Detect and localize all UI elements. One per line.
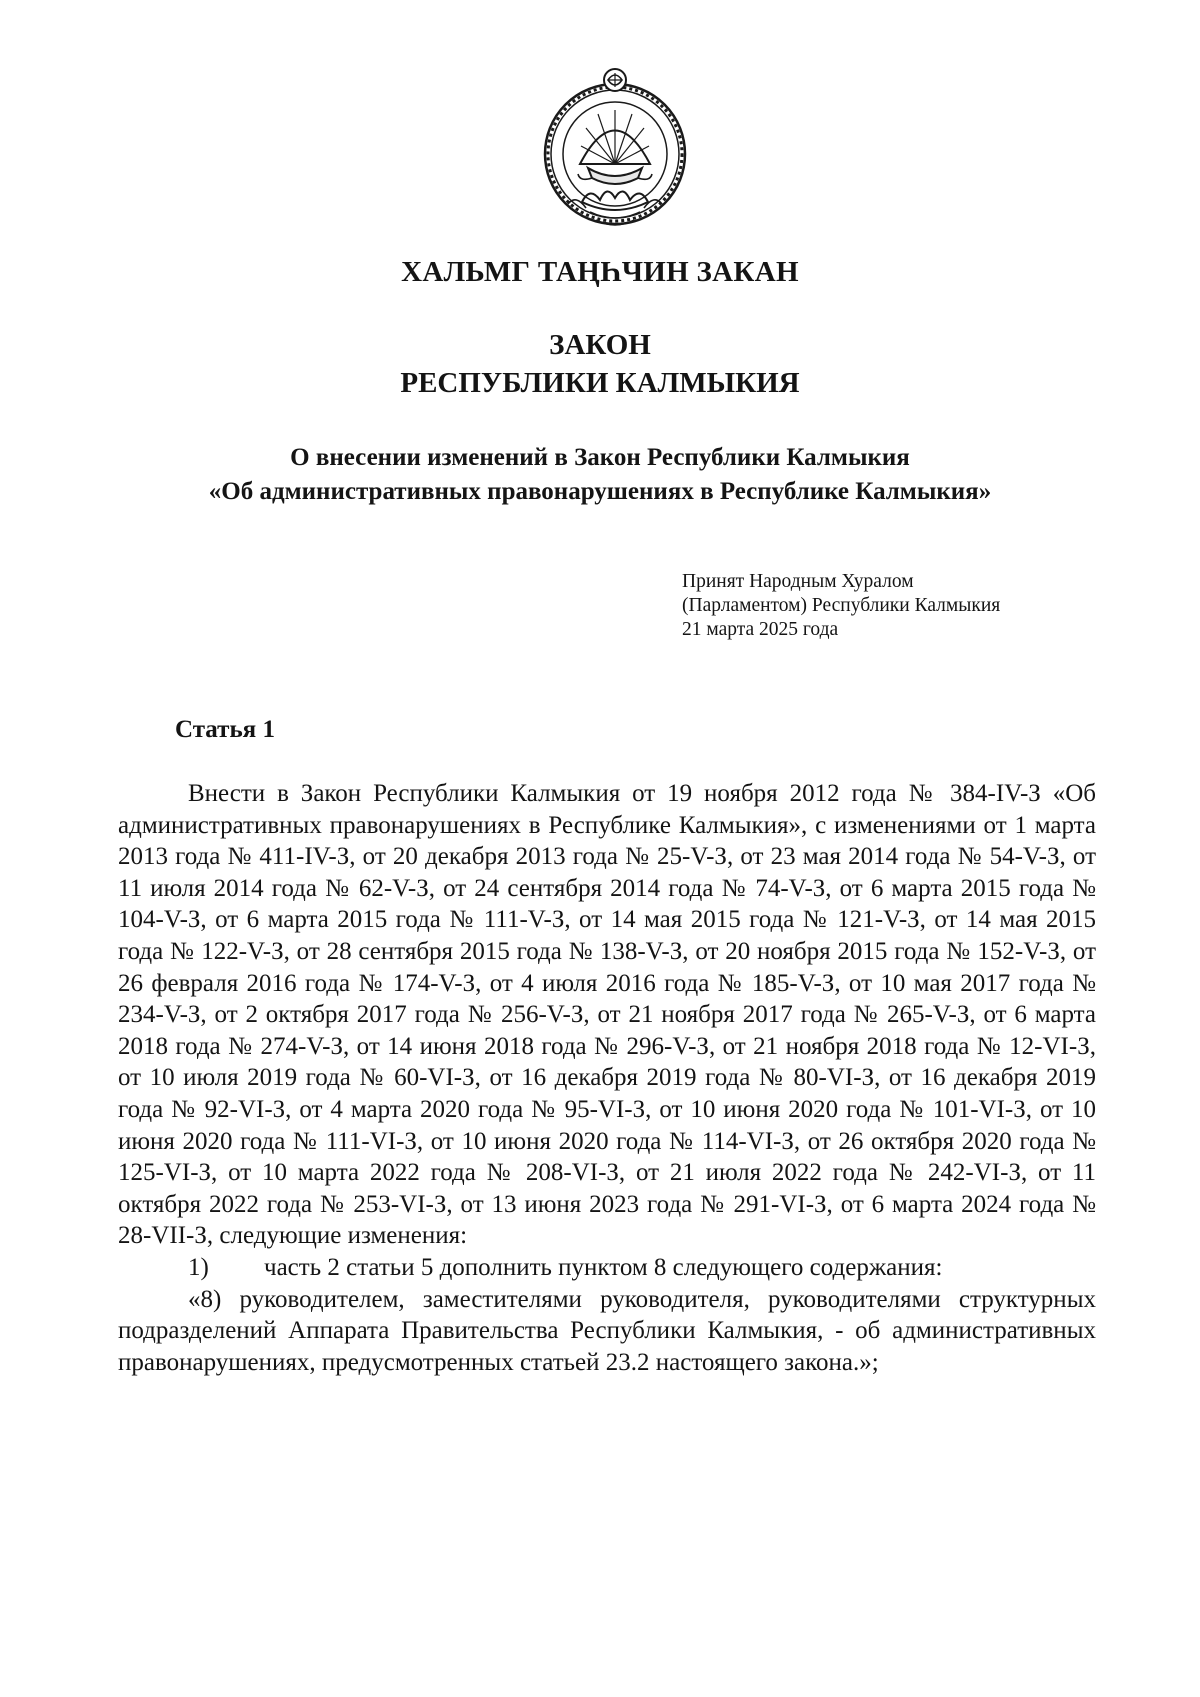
title-law-line2: РЕСПУБЛИКИ КАЛМЫКИЯ [400, 367, 800, 399]
article-heading: Статья 1 [175, 716, 275, 743]
title-kalmyk: ХАЛЬМГ ТАҢҺЧИН ЗАКАН [401, 256, 799, 288]
adoption-note-line1: Принят Народным Хуралом [682, 571, 914, 592]
quoted-amendment: «8) руководителем, заместителями руководителя, руководителями структурных подразделений Аппарата Правительства Республики Калмыкия, - об административных правонарушениях, предусмотренных статьей 23.2 настоящего закона.»; [118, 1285, 1096, 1376]
title-law [0, 326, 1200, 402]
title-law-line1: ЗАКОН [549, 329, 651, 361]
law-subject [0, 441, 1200, 509]
list-item-text: часть 2 статьи 5 дополнить пунктом 8 следующего содержания: [264, 1253, 943, 1281]
article-body [118, 778, 1096, 1378]
adoption-note [682, 570, 1102, 642]
article-intro-paragraph: Внести в Закон Республики Калмыкия от 19 ноября 2012 года № 384-IV-З «Об административных правонарушениях в Республике Калмыкия», с изменениями от 1 марта 2013 года № 411-IV-З, от 20 декабря 2013 года № 25-V-З, от 23 мая 2014 года № 54-V-З, от 11 июля 2014 года № 62-V-З, от 24 сентября 2014 года № 74-V-З, от 6 марта 2015 года № 104-V-З, от 6 марта 2015 года № 111-V-З, от 14 мая 2015 года № 121-V-З, от 14 мая 2015 года № 122-V-З, от 28 сентября 2015 года № 138-V-З, от 20 ноября 2015 года № 152-V-З, от 26 февраля 2016 года № 174-V-З, от 4 июля 2016 года № 185-V-З, от 10 мая 2017 года № 234-V-З, от 2 октября 2017 года № 256-V-З, от 21 ноября 2017 года № 265-V-З, от 6 марта 2018 года № 274-V-З, от 14 июня 2018 года № 296-V-З, от 21 ноября 2018 года № 12-VI-З, от 10 июля 2019 года № 60-VI-З, от 16 декабря 2019 года № 80-VI-З, от 16 декабря 2019 года № 92-VI-З, от 4 марта 2020 года № 95-VI-З, от 10 июня 2020 года № 101-VI-З, от 10 июня 2020 года № 111-VI-З, от 10 июня 2020 года № 114-VI-З, от 26 октября 2020 года № 125-VI-З, от 10 марта 2022 года № 208-VI-З, от 21 июля 2022 года № 242-VI-З, от 11 октября 2022 года № 253-VI-З, от 13 июня 2023 года № 291-VI-З, от 6 марта 2024 года № 28-VII-З, следующие изменения: [118, 780, 1096, 1250]
law-subject-line2: «Об административных правонарушениях в Республике Калмыкия» [208, 478, 992, 505]
list-item [118, 1252, 1096, 1284]
list-item-number: 1) [188, 1253, 209, 1281]
adoption-note-line2: (Парламентом) Республики Калмыкия [682, 595, 1001, 616]
kalmykia-coat-of-arms-icon [540, 62, 690, 238]
adoption-date: 21 марта 2025 года [682, 619, 839, 640]
law-subject-line1: О внесении изменений в Закон Республики Калмыкия [290, 444, 910, 471]
